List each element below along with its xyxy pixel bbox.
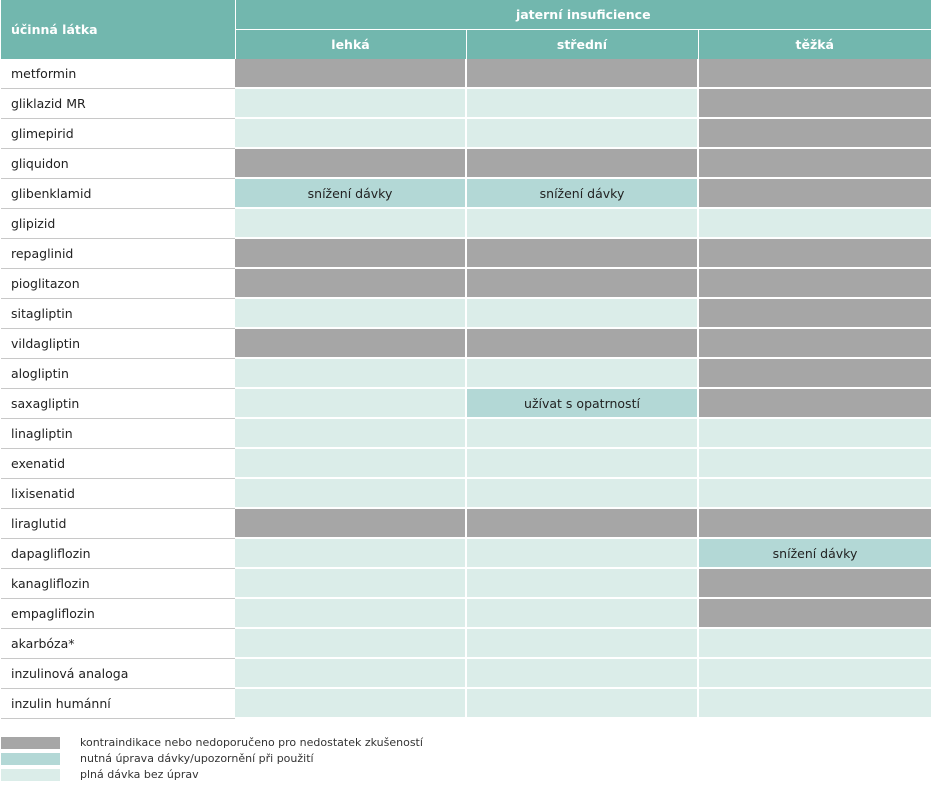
cell-severe-contra [698, 298, 931, 328]
cell-severe-contra [698, 148, 931, 178]
legend-item-full [1, 767, 423, 782]
table-body [1, 59, 931, 718]
cell-moderate-contra [466, 148, 698, 178]
legend-swatch [1, 769, 60, 781]
cell-severe-contra [698, 118, 931, 148]
cell-moderate-full [466, 208, 698, 238]
substance-name: dapagliflozin [1, 538, 235, 568]
table-row [1, 388, 931, 418]
cell-severe-contra [698, 268, 931, 298]
cell-severe-full [698, 448, 931, 478]
substance-name: inzulinová analoga [1, 658, 235, 688]
substance-name: pioglitazon [1, 268, 235, 298]
cell-moderate-full [466, 418, 698, 448]
table-row [1, 448, 931, 478]
cell-severe-contra [698, 328, 931, 358]
cell-mild-full [235, 538, 466, 568]
cell-mild-full [235, 688, 466, 718]
cell-mild-full [235, 358, 466, 388]
substance-name: lixisenatid [1, 478, 235, 508]
substance-name: sitagliptin [1, 298, 235, 328]
cell-severe-contra [698, 598, 931, 628]
cell-mild-full [235, 418, 466, 448]
cell-mild-contra [235, 59, 466, 88]
column-header-moderate: střední [466, 30, 698, 60]
cell-moderate-full [466, 298, 698, 328]
cell-moderate-full [466, 628, 698, 658]
cell-severe-full [698, 418, 931, 448]
cell-mild-contra [235, 328, 466, 358]
cell-severe-contra [698, 88, 931, 118]
table-row [1, 568, 931, 598]
cell-mild-contra [235, 238, 466, 268]
cell-moderate-full [466, 658, 698, 688]
substance-name: gliquidon [1, 148, 235, 178]
cell-moderate-full [466, 688, 698, 718]
table-row [1, 658, 931, 688]
table-header [1, 0, 931, 59]
cell-moderate-adjust: užívat s opatrností [466, 388, 698, 418]
hepatic-insufficiency-group-header: jaterní insuficience [235, 0, 931, 30]
cell-moderate-contra [466, 508, 698, 538]
hepatic-insufficiency-table [1, 0, 931, 719]
cell-severe-contra [698, 388, 931, 418]
table-row [1, 59, 931, 88]
legend-swatch [1, 737, 60, 749]
cell-moderate-full [466, 88, 698, 118]
cell-severe-contra [698, 238, 931, 268]
cell-severe-full [698, 658, 931, 688]
cell-mild-adjust: snížení dávky [235, 178, 466, 208]
cell-mild-full [235, 298, 466, 328]
substance-name: akarbóza* [1, 628, 235, 658]
table-row [1, 628, 931, 658]
legend-item-adjust [1, 751, 423, 766]
table-row [1, 598, 931, 628]
substance-name: glibenklamid [1, 178, 235, 208]
substance-name: linagliptin [1, 418, 235, 448]
table-row [1, 268, 931, 298]
cell-moderate-contra [466, 238, 698, 268]
substance-name: kanagliflozin [1, 568, 235, 598]
cell-mild-full [235, 88, 466, 118]
table-row [1, 688, 931, 718]
legend-item-contra [1, 735, 423, 750]
legend [1, 735, 423, 783]
table-row [1, 358, 931, 388]
substance-name: saxagliptin [1, 388, 235, 418]
column-header-severe: těžká [698, 30, 931, 60]
cell-mild-contra [235, 268, 466, 298]
cell-mild-contra [235, 508, 466, 538]
substance-column-header: účinná látka [1, 0, 235, 59]
cell-severe-contra [698, 59, 931, 88]
cell-severe-contra [698, 568, 931, 598]
legend-label: plná dávka bez úprav [80, 768, 199, 781]
legend-swatch [1, 753, 60, 765]
cell-mild-full [235, 628, 466, 658]
table-row [1, 178, 931, 208]
table-row [1, 238, 931, 268]
substance-name: gliklazid MR [1, 88, 235, 118]
substance-name: alogliptin [1, 358, 235, 388]
cell-mild-full [235, 118, 466, 148]
table-row [1, 478, 931, 508]
substance-name: vildagliptin [1, 328, 235, 358]
substance-name: repaglinid [1, 238, 235, 268]
cell-mild-full [235, 598, 466, 628]
cell-severe-full [698, 688, 931, 718]
legend-label: kontraindikace nebo nedoporučeno pro nedostatek zkušeností [80, 736, 423, 749]
substance-name: metformin [1, 59, 235, 88]
cell-severe-full [698, 478, 931, 508]
cell-mild-contra [235, 148, 466, 178]
cell-severe-full [698, 208, 931, 238]
table-row [1, 418, 931, 448]
cell-severe-contra [698, 358, 931, 388]
cell-moderate-full [466, 448, 698, 478]
table-row [1, 538, 931, 568]
table-row [1, 118, 931, 148]
cell-moderate-adjust: snížení dávky [466, 178, 698, 208]
cell-mild-full [235, 568, 466, 598]
cell-severe-adjust: snížení dávky [698, 538, 931, 568]
substance-name: exenatid [1, 448, 235, 478]
table-row [1, 298, 931, 328]
substance-name: glimepirid [1, 118, 235, 148]
cell-moderate-full [466, 538, 698, 568]
cell-moderate-contra [466, 268, 698, 298]
substance-name: inzulin humánní [1, 688, 235, 718]
cell-severe-contra [698, 178, 931, 208]
substance-name: liraglutid [1, 508, 235, 538]
table-row [1, 88, 931, 118]
cell-moderate-full [466, 358, 698, 388]
cell-mild-full [235, 478, 466, 508]
table-row [1, 328, 931, 358]
cell-mild-full [235, 208, 466, 238]
cell-moderate-full [466, 478, 698, 508]
table-row [1, 148, 931, 178]
table-row [1, 208, 931, 238]
cell-severe-contra [698, 508, 931, 538]
cell-severe-full [698, 628, 931, 658]
cell-moderate-contra [466, 59, 698, 88]
legend-label: nutná úprava dávky/upozornění při použití [80, 752, 314, 765]
cell-moderate-full [466, 598, 698, 628]
column-header-mild: lehká [235, 30, 466, 60]
substance-name: glipizid [1, 208, 235, 238]
cell-moderate-full [466, 118, 698, 148]
cell-mild-full [235, 658, 466, 688]
cell-moderate-contra [466, 328, 698, 358]
substance-name: empagliflozin [1, 598, 235, 628]
cell-moderate-full [466, 568, 698, 598]
table-row [1, 508, 931, 538]
cell-mild-full [235, 388, 466, 418]
cell-mild-full [235, 448, 466, 478]
